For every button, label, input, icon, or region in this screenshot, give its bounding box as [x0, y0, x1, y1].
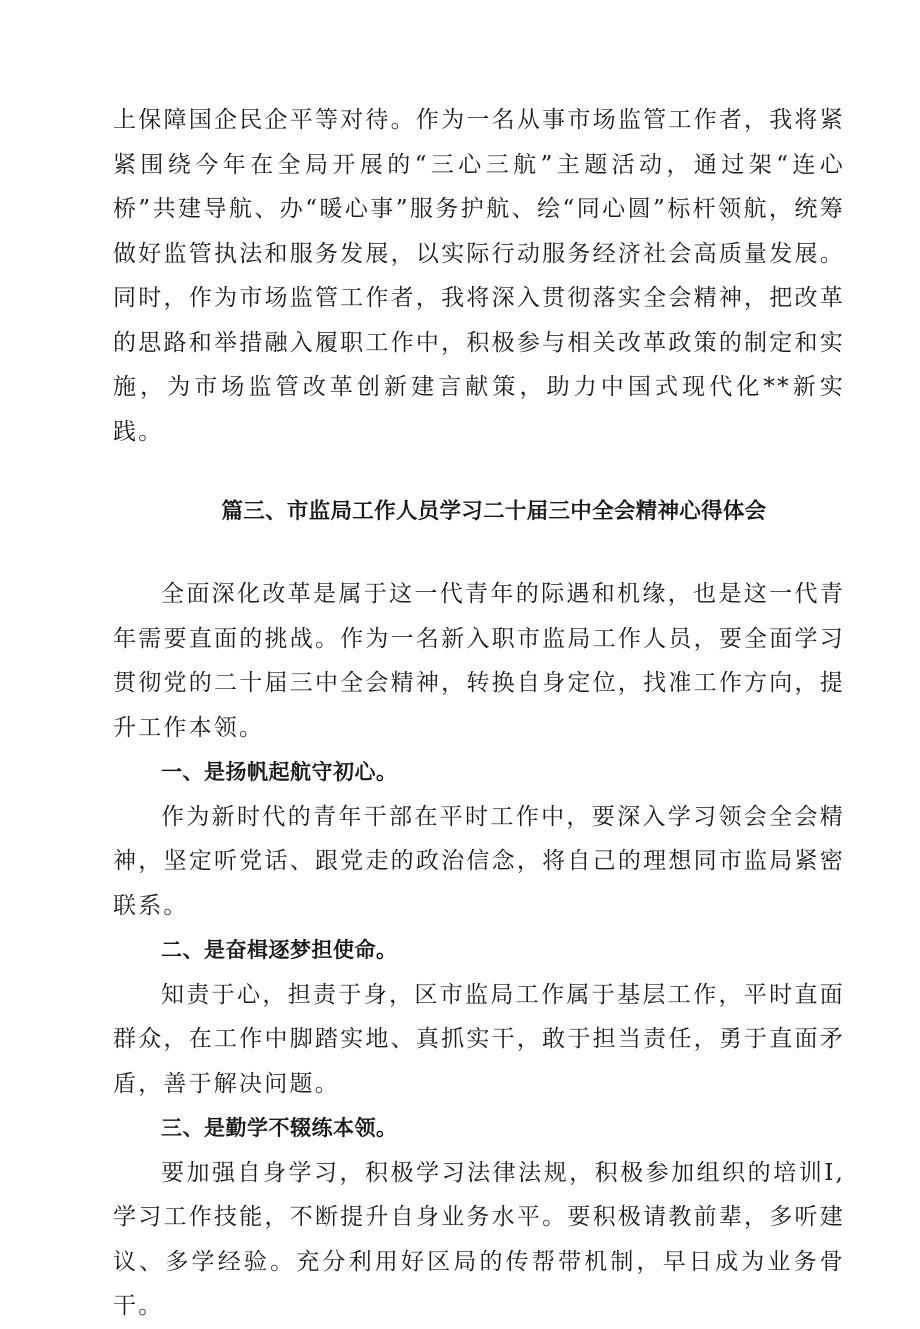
point-body-2: 知责于心，担责于身，区市监局工作属于基层工作，平时直面群众，在工作中脚踏实地、真抓实干，敢于担当责任，勇于直面矛盾，善于解决问题。 [113, 981, 845, 1097]
point-body-1: 作为新时代的青年干部在平时工作中，要深入学习领会全会精神，坚定听党话、跟党走的政治信念，将自己的理想同市监局紧密联系。 [113, 803, 845, 919]
continuation-paragraph: 上保障国企民企平等对待。作为一名从事市场监管工作者，我将紧紧围绕今年在全局开展的“三心三航”主题活动，通过架“连心桥”共建导航、办“暖心事”服务护航、绘“同心圆”标杆领航，统筹做好监管执法和服务发展，以实际行动服务经济社会高质量发展。同时，作为市场监管工作者，我将深入贯彻落实全会精神，把改革的思路和举措融入履职工作中，积极参与相关改革政策的制定和实施，为市场监管改革创新建言献策，助力中国式现代化**新实践。 [113, 107, 845, 445]
intro-paragraph: 全面深化改革是属于这一代青年的际遇和机缘，也是这一代青年需要直面的挑战。作为一名新入职市监局工作人员，要全面学习贯彻党的二十届三中全会精神，转换自身定位，找准工作方向，提升工作本领。 [113, 581, 845, 741]
point-heading-2: 二、是奋楫逐梦担使命。 [161, 938, 398, 962]
point-heading-1: 一、是扬帆起航守初心。 [161, 760, 398, 784]
point-heading-3: 三、是勤学不辍练本领。 [161, 1116, 398, 1140]
point-body-3: 要加强自身学习，积极学习法律法规，积极参加组织的培训I,学习工作技能，不断提升自身业务水平。要积极请教前辈，多听建议、多学经验。充分利用好区局的传帮带机制，早日成为业务骨干。 [113, 1159, 845, 1319]
section-title: 篇三、市监局工作人员学习二十届三中全会精神心得体会 [221, 499, 767, 524]
document-body [113, 98, 845, 1329]
